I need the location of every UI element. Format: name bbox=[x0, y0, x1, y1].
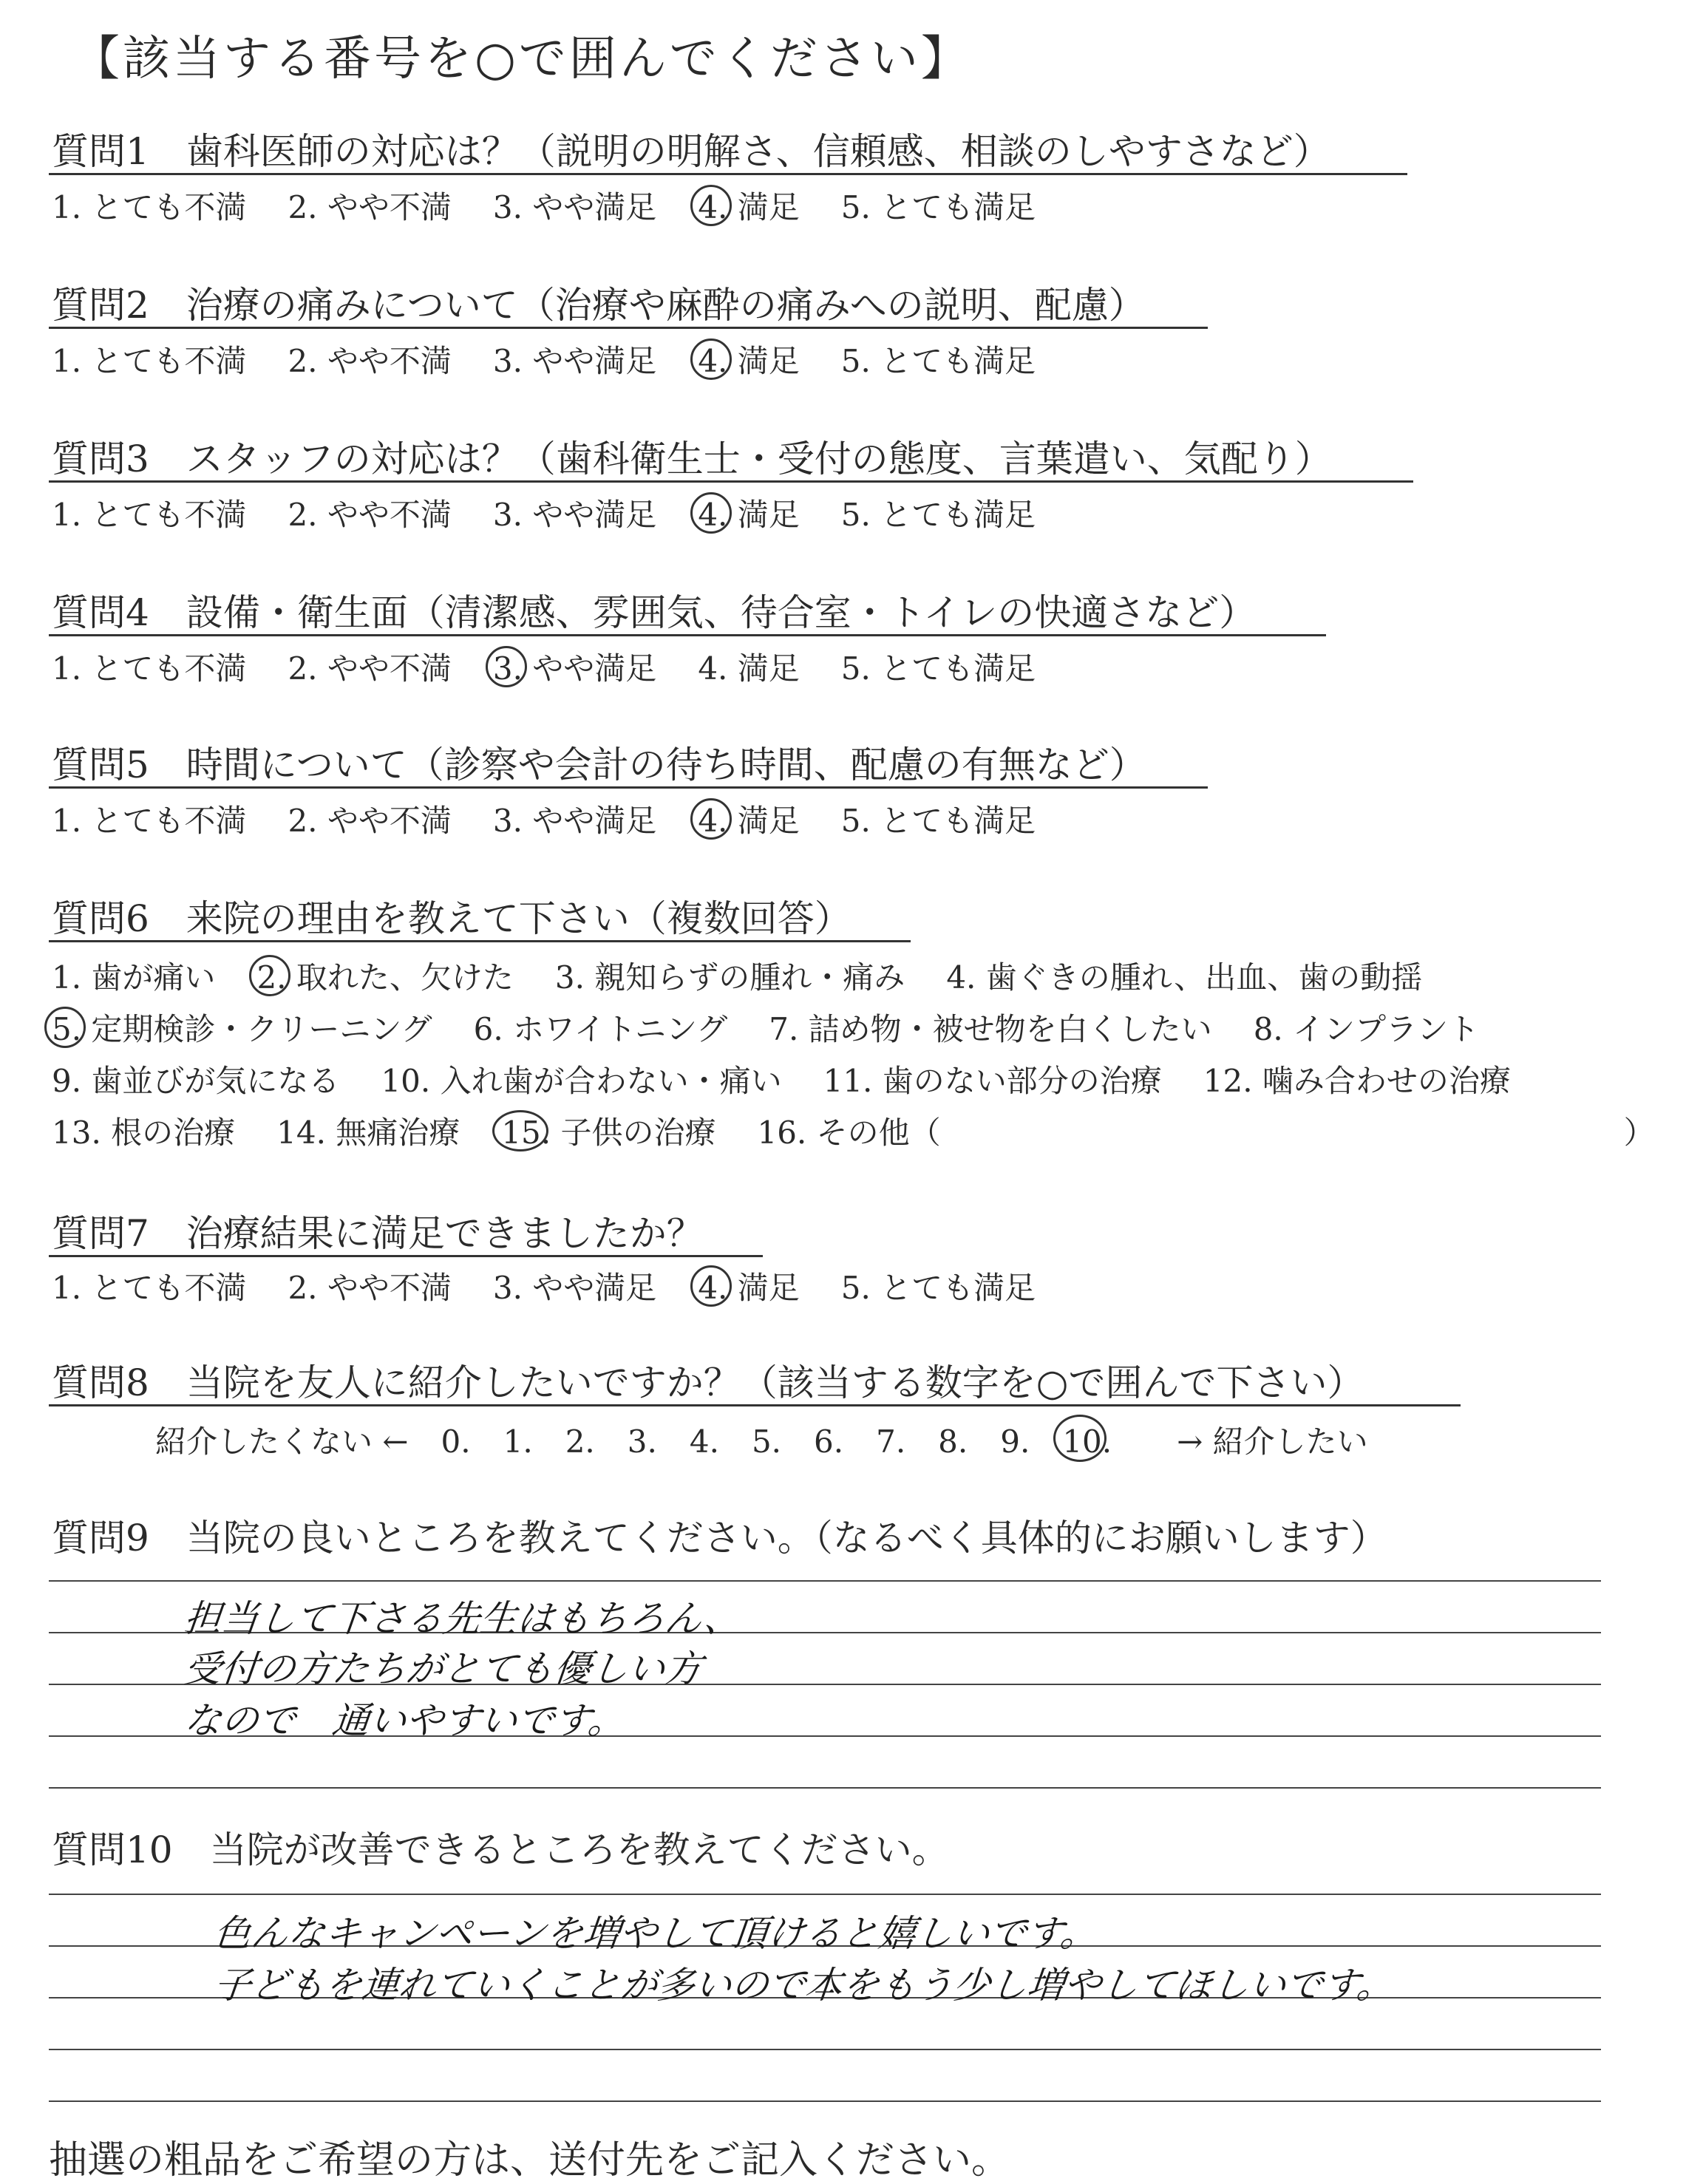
q6-row-2 bbox=[52, 1011, 1520, 1047]
q6-option-14[interactable]: 14. 無痛治療 bbox=[276, 1115, 460, 1151]
selection-circle bbox=[492, 1110, 548, 1151]
q7-options bbox=[52, 1270, 1077, 1306]
selection-circle bbox=[44, 1007, 86, 1048]
q3-option-5[interactable]: 5. とても満足 bbox=[840, 497, 1036, 533]
q10-answer-line-1: 色んなキャンペーンを増やして頂けると嬉しいです。 bbox=[211, 1912, 1100, 1955]
q8-underline bbox=[49, 1404, 1461, 1406]
q6-option-1[interactable]: 1. 歯が痛い bbox=[52, 959, 216, 996]
q8-value-2[interactable]: 2. bbox=[565, 1423, 595, 1460]
q6-option-12[interactable]: 12. 噛み合わせの治療 bbox=[1203, 1063, 1511, 1099]
q4-title: 質問4 設備・衛生面（清潔感、雰囲気、待合室・トイレの快適さなど） bbox=[52, 591, 1257, 634]
q6-row-1 bbox=[52, 959, 1464, 996]
q8-value-10[interactable]: 10. bbox=[1062, 1423, 1144, 1460]
footer-note: 抽選の粗品をご希望の方は、送付先をご記入ください。 bbox=[49, 2138, 1010, 2183]
q6-option-2[interactable]: 2. 取れた、欠けた bbox=[256, 962, 513, 993]
q6-underline bbox=[49, 940, 911, 942]
q5-option-2[interactable]: 2. やや不満 bbox=[288, 803, 452, 839]
q6-option-11[interactable]: 11. 歯のない部分の治療 bbox=[823, 1063, 1162, 1099]
q2-underline bbox=[49, 327, 1208, 329]
q6-row-3 bbox=[52, 1063, 1552, 1099]
q6-option-9[interactable]: 9. 歯並びが気になる bbox=[52, 1063, 340, 1099]
q10-title: 質問10 当院が改善できるところを教えてください。 bbox=[52, 1828, 949, 1871]
q2-option-2[interactable]: 2. やや不満 bbox=[288, 343, 452, 379]
q6-option-16[interactable]: 16. その他（ ） bbox=[757, 1115, 1655, 1151]
q7-option-3[interactable]: 3. やや満足 bbox=[492, 1270, 657, 1306]
q3-option-2[interactable]: 2. やや不満 bbox=[288, 497, 452, 533]
q8-value-9[interactable]: 9. bbox=[1000, 1423, 1030, 1460]
q7-option-1[interactable]: 1. とても不満 bbox=[52, 1270, 247, 1306]
selection-circle bbox=[690, 492, 732, 534]
q9-answer-line-2: 受付の方たちがとても優しい方 bbox=[182, 1647, 704, 1690]
q8-value-8[interactable]: 8. bbox=[938, 1423, 968, 1460]
q3-options bbox=[52, 497, 1077, 533]
q2-option-4[interactable]: 4. 満足 bbox=[698, 346, 799, 377]
q5-options bbox=[52, 803, 1077, 839]
q4-underline bbox=[49, 634, 1326, 636]
q1-option-2[interactable]: 2. やや不満 bbox=[288, 189, 452, 225]
q1-option-4[interactable]: 4. 満足 bbox=[698, 192, 799, 223]
q4-option-1[interactable]: 1. とても不満 bbox=[52, 650, 247, 687]
q3-option-1[interactable]: 1. とても不満 bbox=[52, 497, 247, 533]
selection-circle bbox=[690, 185, 732, 226]
q6-title: 質問6 来院の理由を教えて下さい（複数回答） bbox=[52, 897, 852, 940]
q4-options bbox=[52, 650, 1077, 687]
selection-circle bbox=[1053, 1415, 1107, 1462]
q10-answer-line-2: 子どもを連れていくことが多いので本をもう少し増やしてほしいです。 bbox=[211, 1964, 1396, 2007]
q8-left-label: 紹介したくない ← bbox=[155, 1423, 409, 1460]
q5-option-5[interactable]: 5. とても満足 bbox=[840, 803, 1036, 839]
q7-option-2[interactable]: 2. やや不満 bbox=[288, 1270, 452, 1306]
q6-option-10[interactable]: 10. 入れ歯が合わない・痛い bbox=[381, 1063, 782, 1099]
q1-option-1[interactable]: 1. とても不満 bbox=[52, 189, 247, 225]
q2-option-1[interactable]: 1. とても不満 bbox=[52, 343, 247, 379]
q7-title: 質問7 治療結果に満足できましたか？ bbox=[52, 1212, 704, 1255]
writing-line bbox=[49, 2100, 1601, 2102]
writing-line bbox=[49, 1894, 1601, 1895]
q7-underline bbox=[49, 1255, 763, 1257]
q8-scale bbox=[155, 1423, 1401, 1460]
q2-option-3[interactable]: 3. やや満足 bbox=[492, 343, 657, 379]
q2-title: 質問2 治療の痛みについて（治療や麻酔の痛みへの説明、配慮） bbox=[52, 284, 1146, 327]
q3-option-3[interactable]: 3. やや満足 bbox=[492, 497, 657, 533]
q6-option-4[interactable]: 4. 歯ぐきの腫れ、出血、歯の動揺 bbox=[946, 959, 1423, 996]
q8-value-3[interactable]: 3. bbox=[627, 1423, 657, 1460]
q1-option-5[interactable]: 5. とても満足 bbox=[840, 189, 1036, 225]
q1-title: 質問1 歯科医師の対応は？（説明の明解さ、信頼感、相談のしやすさなど） bbox=[52, 130, 1330, 173]
q6-option-3[interactable]: 3. 親知らずの腫れ・痛み bbox=[554, 959, 905, 996]
writing-line bbox=[49, 1787, 1601, 1789]
q9-title: 質問9 当院の良いところを教えてください。（なるべく具体的にお願いします） bbox=[52, 1517, 1387, 1559]
q8-value-5[interactable]: 5. bbox=[751, 1423, 782, 1460]
q5-underline bbox=[49, 786, 1208, 789]
q8-value-0[interactable]: 0. bbox=[441, 1423, 471, 1460]
q1-options bbox=[52, 189, 1077, 225]
q2-options bbox=[52, 343, 1077, 379]
q7-option-5[interactable]: 5. とても満足 bbox=[840, 1270, 1036, 1306]
q5-option-3[interactable]: 3. やや満足 bbox=[492, 803, 657, 839]
selection-circle bbox=[690, 1265, 732, 1307]
q6-option-15[interactable]: 15. 子供の治療 bbox=[501, 1117, 715, 1149]
selection-circle bbox=[486, 646, 527, 687]
q8-right-label: → 紹介したい bbox=[1177, 1423, 1368, 1460]
q6-option-8[interactable]: 8. インプラント bbox=[1253, 1011, 1480, 1047]
q8-value-4[interactable]: 4. bbox=[689, 1423, 719, 1460]
form-header: 【該当する番号を○で囲んでください】 bbox=[72, 32, 971, 86]
q9-answer-line-1: 担当して下さる先生はもちろん、 bbox=[182, 1597, 744, 1640]
q6-option-7[interactable]: 7. 詰め物・被せ物を白くしたい bbox=[769, 1011, 1212, 1047]
q6-option-5[interactable]: 5. 定期検診・クリーニング bbox=[52, 1014, 432, 1045]
q7-option-4[interactable]: 4. 満足 bbox=[698, 1273, 799, 1304]
q6-option-6[interactable]: 6. ホワイトニング bbox=[473, 1011, 728, 1047]
q4-option-2[interactable]: 2. やや不満 bbox=[288, 650, 452, 687]
q3-underline bbox=[49, 480, 1413, 483]
q8-value-1[interactable]: 1. bbox=[503, 1423, 533, 1460]
selection-circle bbox=[690, 798, 732, 840]
q9-answer-line-3: なので 通いやすいです。 bbox=[182, 1699, 628, 1742]
selection-circle bbox=[690, 339, 732, 380]
q1-option-3[interactable]: 3. やや満足 bbox=[492, 189, 657, 225]
q8-value-7[interactable]: 7. bbox=[876, 1423, 906, 1460]
q4-option-5[interactable]: 5. とても満足 bbox=[840, 650, 1036, 687]
q8-value-6[interactable]: 6. bbox=[814, 1423, 844, 1460]
q4-option-3[interactable]: 3. やや満足 bbox=[493, 653, 656, 684]
q5-option-4[interactable]: 4. 満足 bbox=[698, 806, 799, 837]
q1-underline bbox=[49, 173, 1407, 175]
q2-option-5[interactable]: 5. とても満足 bbox=[840, 343, 1036, 379]
q3-option-4[interactable]: 4. 満足 bbox=[698, 500, 799, 531]
q6-option-13[interactable]: 13. 根の治療 bbox=[52, 1115, 236, 1151]
q5-option-1[interactable]: 1. とても不満 bbox=[52, 803, 247, 839]
q8-title: 質問8 当院を友人に紹介したいですか？（該当する数字を○で囲んで下さい） bbox=[52, 1361, 1364, 1404]
q6-row-4 bbox=[52, 1117, 1696, 1149]
writing-line bbox=[49, 2049, 1601, 2050]
q5-title: 質問5 時間について（診察や会計の待ち時間、配慮の有無など） bbox=[52, 744, 1146, 786]
writing-line bbox=[49, 1580, 1601, 1582]
q4-option-4[interactable]: 4. 満足 bbox=[698, 650, 800, 687]
q3-title: 質問3 スタッフの対応は？（歯科衛生士・受付の態度、言葉遣い、気配り） bbox=[52, 438, 1332, 480]
